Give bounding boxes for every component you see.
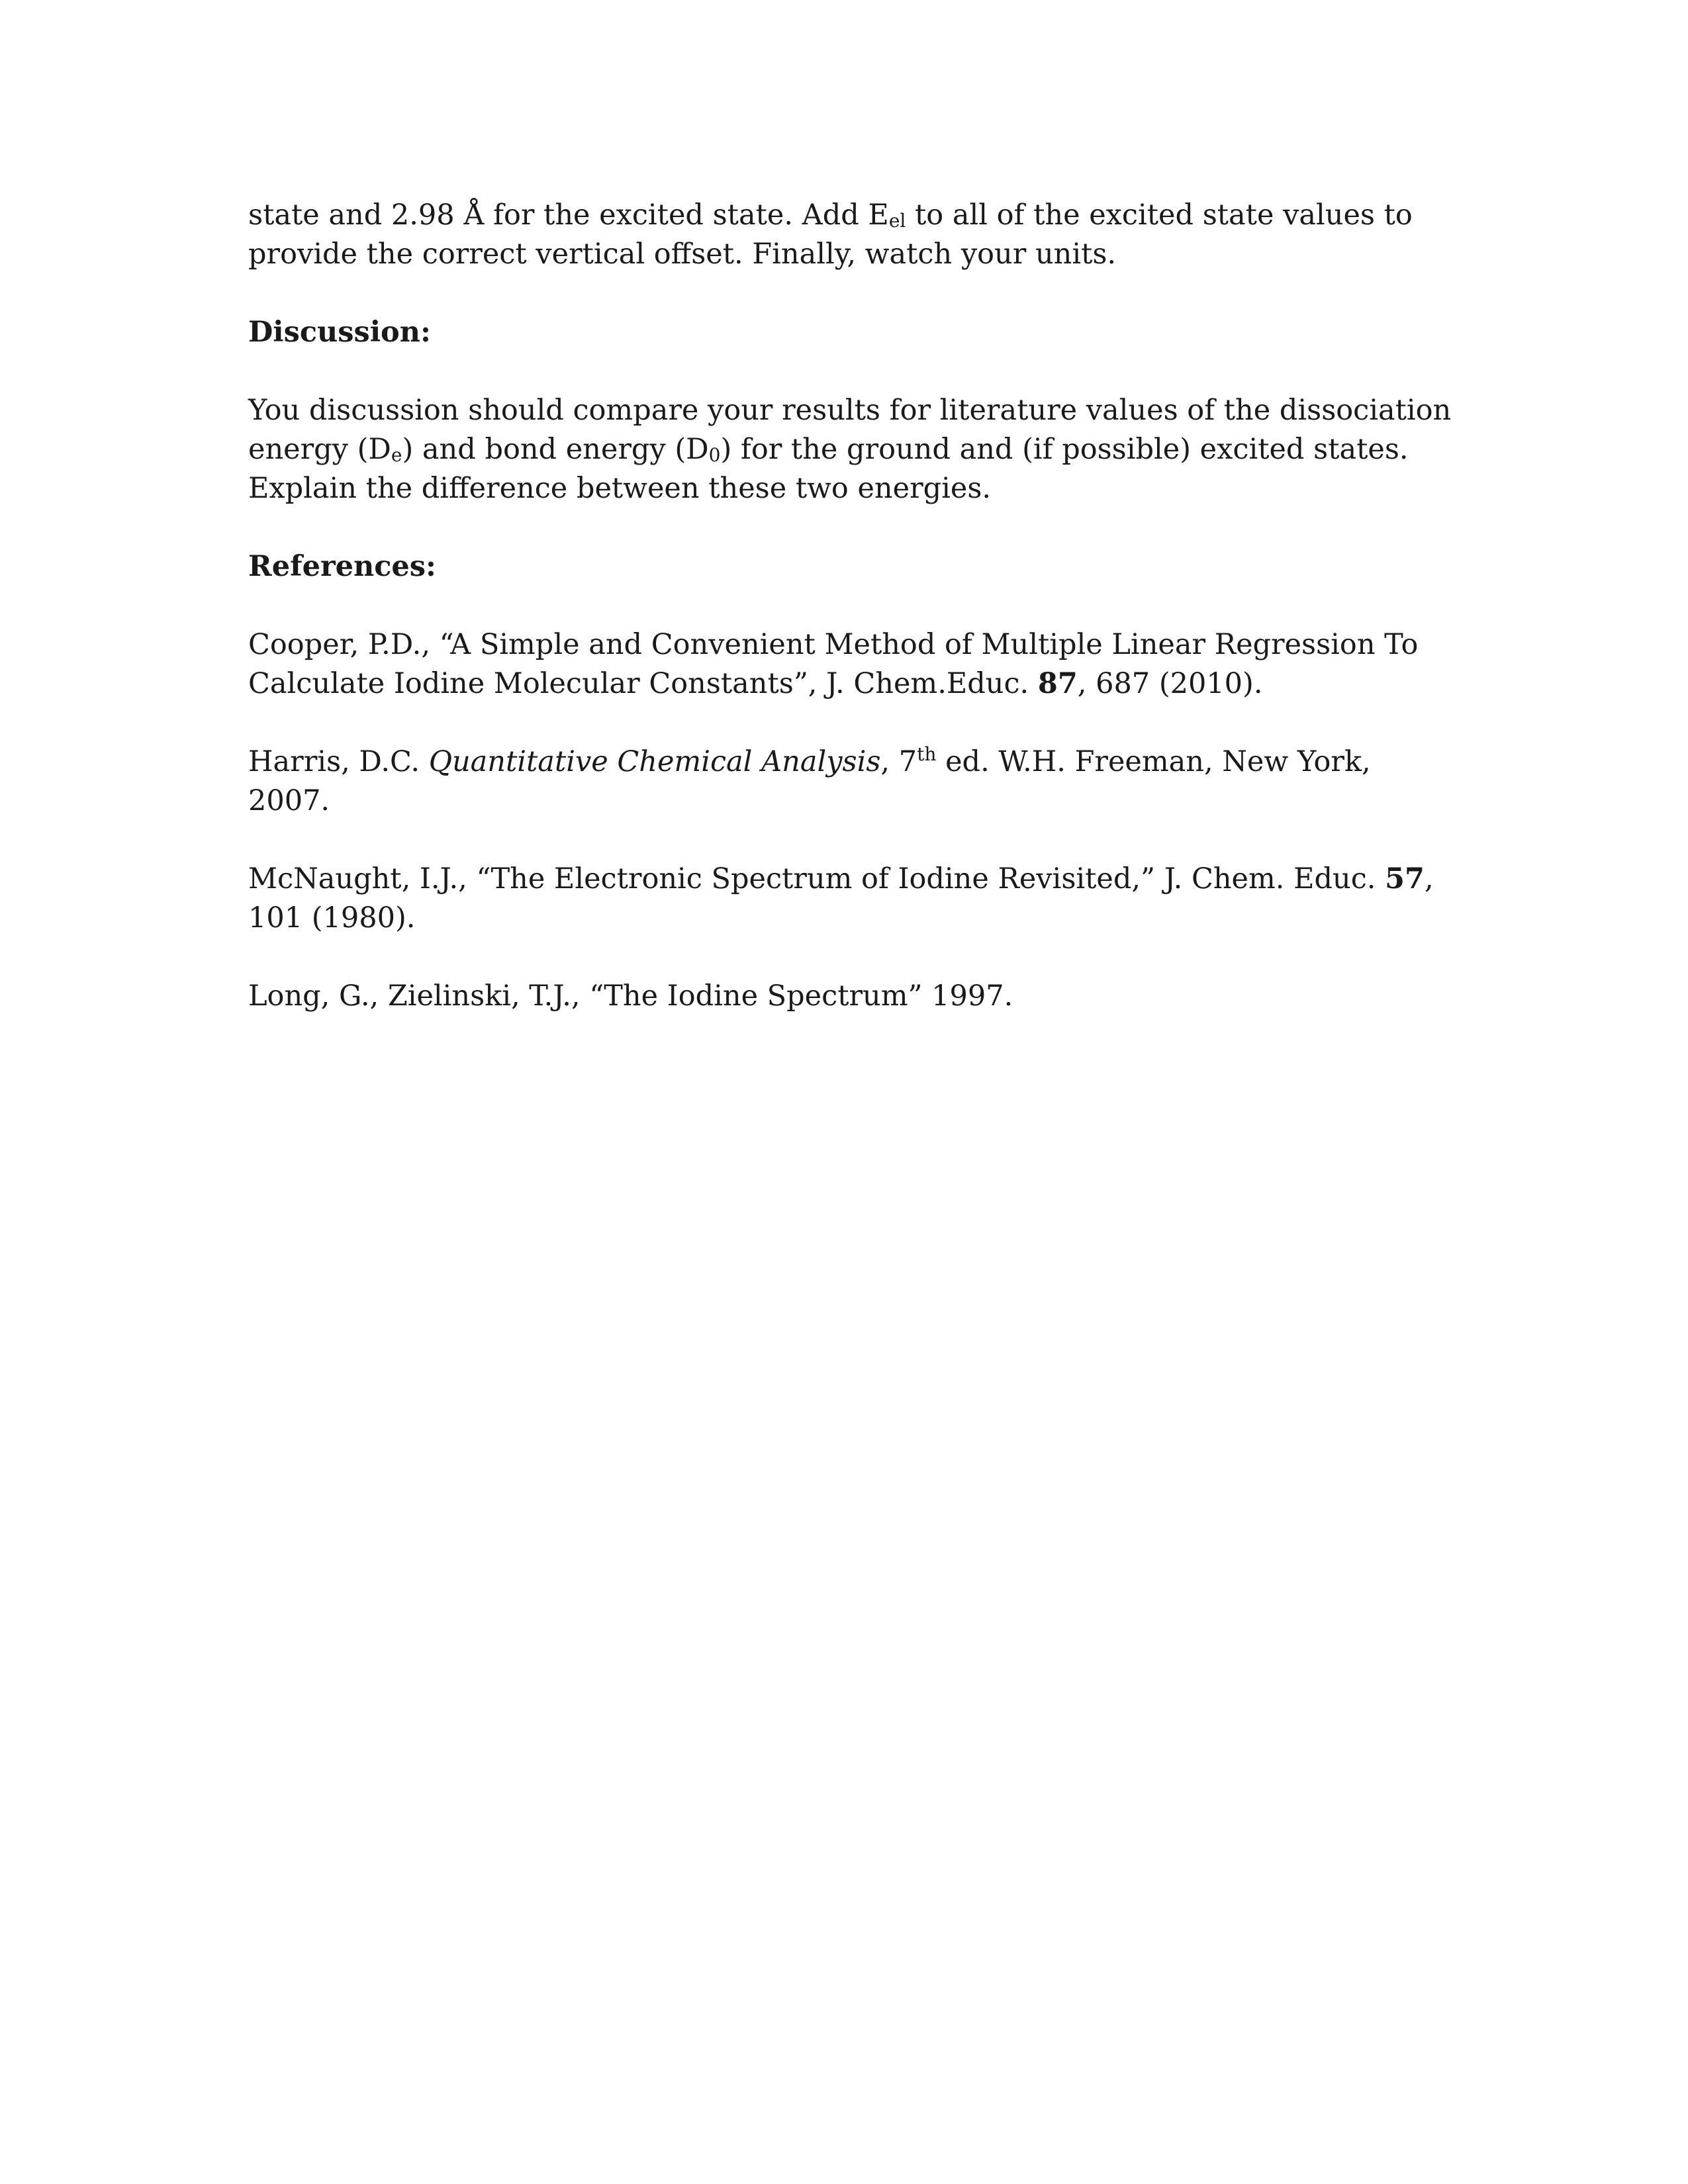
intro-paragraph: [248, 196, 1453, 274]
reference-harris-superscript: th: [917, 743, 937, 765]
reference-mcnaught-volume: 57: [1385, 862, 1425, 895]
reference-cooper-text: Cooper, P.D., “A Simple and Convenient Method of Multiple Linear Regression To Calculate Iodine Molecular Constants”, J. Chem.Educ.: [248, 628, 1419, 700]
intro-subscript: el: [888, 210, 906, 232]
discussion-text-3: ) for the ground and (if possible) excited states. Explain the difference between these two energies.: [248, 433, 1409, 505]
reference-harris-rest: ed. W.H. Freeman, New York, 2007.: [248, 745, 1371, 817]
intro-text-2: to all of the excited state values to provide the correct vertical offset. Finally, watch your units.: [248, 199, 1413, 271]
discussion-subscript-0: 0: [708, 444, 721, 466]
reference-harris: [248, 743, 1453, 821]
document-page: [248, 196, 1453, 1016]
reference-harris-author: Harris, D.C.: [248, 745, 429, 778]
discussion-text-1: You discussion should compare your results for literature values of the dissociation energy (D: [248, 394, 1452, 466]
intro-text-1: state and 2.98 Å for the excited state. Add E: [248, 199, 889, 232]
reference-mcnaught-rest: , 101 (1980).: [248, 862, 1434, 934]
reference-cooper: [248, 625, 1453, 704]
references-heading: References:: [248, 550, 436, 583]
discussion-subscript-e: e: [391, 444, 402, 466]
discussion-heading: Discussion:: [248, 316, 431, 349]
reference-harris-title: Quantitative Chemical Analysis: [428, 745, 881, 778]
discussion-text-2: ) and bond energy (D: [402, 433, 709, 466]
reference-long: [248, 977, 1453, 1016]
reference-long-text: Long, G., Zielinski, T.J., “The Iodine Spectrum” 1997.: [248, 979, 1013, 1013]
reference-harris-edition: , 7: [880, 745, 917, 778]
reference-mcnaught-text: McNaught, I.J., “The Electronic Spectrum of Iodine Revisited,” J. Chem. Educ.: [248, 862, 1385, 895]
discussion-paragraph: [248, 391, 1453, 508]
reference-mcnaught: [248, 860, 1453, 938]
reference-cooper-rest: , 687 (2010).: [1077, 667, 1263, 700]
reference-cooper-volume: 87: [1037, 667, 1078, 700]
